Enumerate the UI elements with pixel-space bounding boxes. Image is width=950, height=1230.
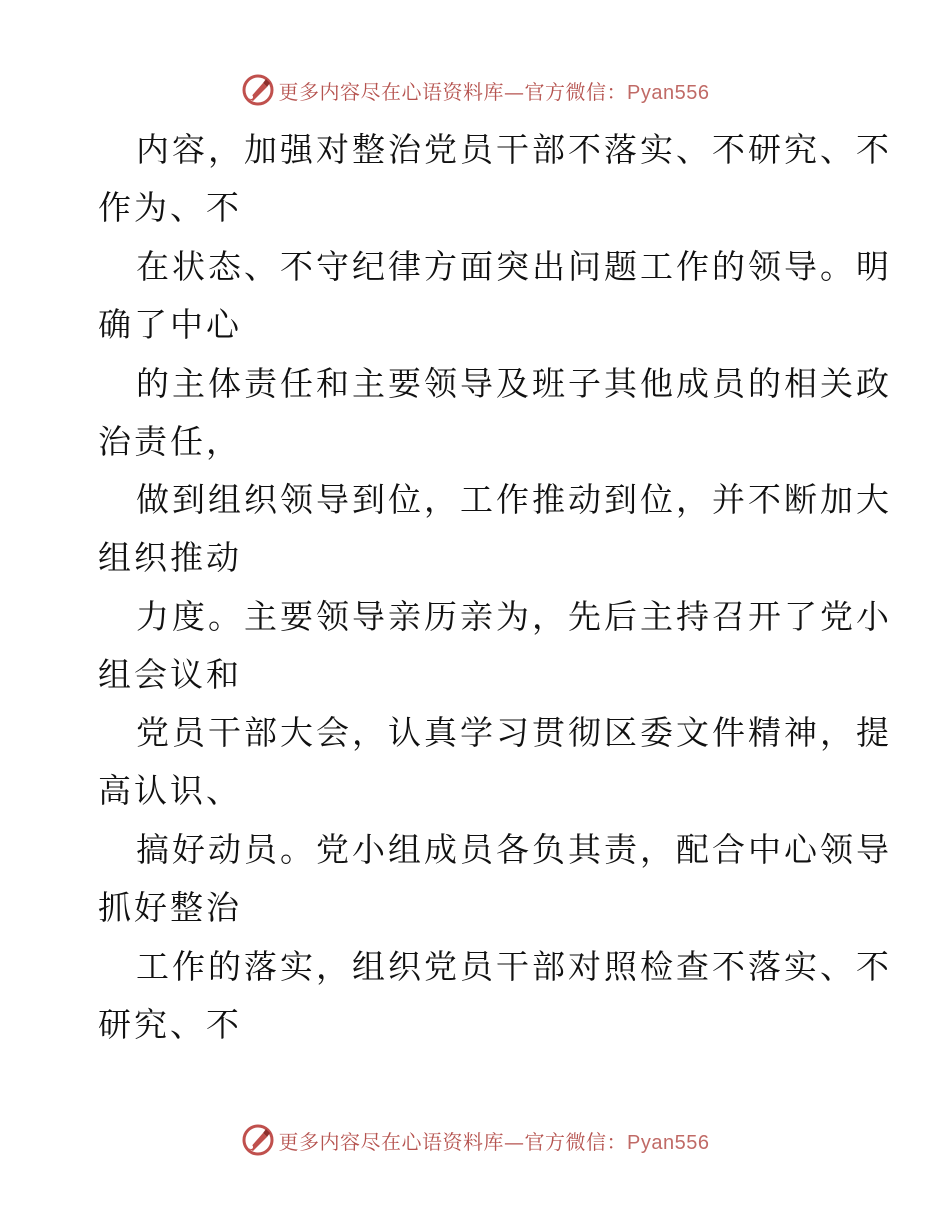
paragraph-line: 治责任， [98, 422, 242, 461]
header-banner [0, 70, 950, 110]
pen-logo-icon [241, 73, 275, 107]
paragraph-line: 在状态、不守纪律方面突出问题工作的领导。明 [136, 247, 892, 286]
paragraph-line: 的主体责任和主要领导及班子其他成员的相关政 [136, 364, 892, 403]
paragraph-line: 抓好整治 [98, 888, 242, 927]
paragraph-line: 内容，加强对整治党员干部不落实、不研究、不 [136, 130, 892, 169]
paragraph-line: 组织推动 [98, 538, 242, 577]
paragraph-line: 研究、不 [98, 1005, 242, 1044]
header-banner-text [279, 76, 710, 105]
paragraph-line: 党员干部大会，认真学习贯彻区委文件精神，提 [136, 713, 892, 752]
header-dash: — [504, 79, 525, 104]
header-wechat-id: Pyan556 [627, 81, 710, 104]
paragraph-line: 作为、不 [98, 188, 242, 227]
footer-dash: — [504, 1129, 525, 1154]
pen-logo-icon [241, 1123, 275, 1157]
footer-brand-text: 更多内容尽在心语资料库 [278, 1129, 505, 1154]
paragraph-line: 工作的落实，组织党员干部对照检查不落实、不 [136, 947, 892, 986]
footer-banner [0, 1120, 950, 1160]
paragraph-line: 做到组织领导到位，工作推动到位，并不断加大 [136, 480, 892, 519]
footer-banner-text [279, 1126, 710, 1155]
paragraph-line: 组会议和 [98, 655, 242, 694]
header-wechat-label: 官方微信： [524, 79, 628, 104]
paragraph-line: 高认识、 [98, 771, 242, 810]
paragraph-line: 力度。主要领导亲历亲为，先后主持召开了党小 [136, 597, 892, 636]
paragraph-line: 搞好动员。党小组成员各负其责，配合中心领导 [136, 830, 892, 869]
footer-wechat-id: Pyan556 [627, 1131, 710, 1154]
header-brand-text: 更多内容尽在心语资料库 [278, 79, 505, 104]
footer-wechat-label: 官方微信： [524, 1129, 628, 1154]
paragraph-line: 确了中心 [98, 305, 242, 344]
